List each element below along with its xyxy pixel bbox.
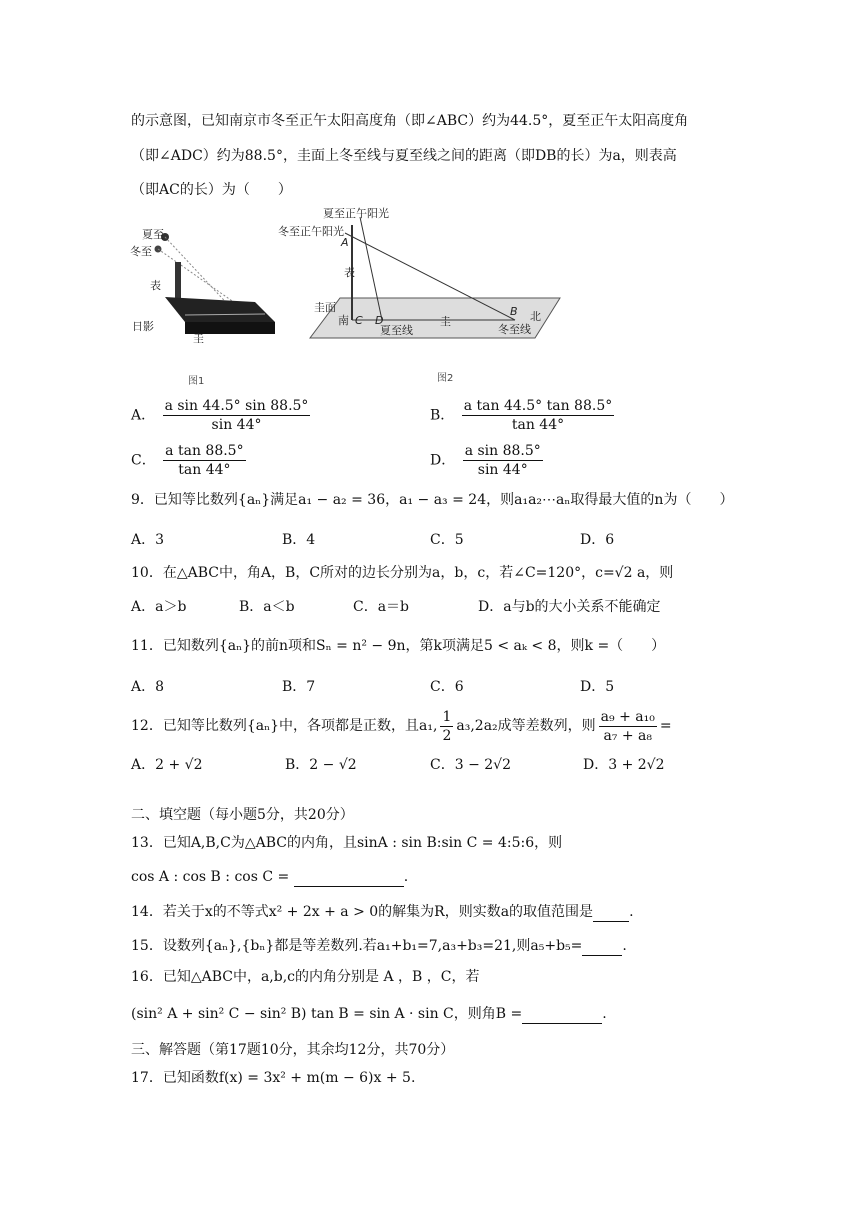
q13-line-1: 13．已知A,B,C为△ABC的内角，且sinA : sin B:sin C = 4:5:6，则	[131, 835, 563, 851]
fig2-label-xiazhi-light: 夏至正午阳光	[323, 207, 389, 220]
q16-answer-blank[interactable]	[522, 1009, 602, 1024]
q12-option-b[interactable]: B．2 − √2	[285, 757, 357, 773]
q8-b-num: a tan 44.5° tan 88.5°	[463, 398, 613, 414]
q8-a-den: sin 44°	[211, 417, 262, 433]
fig2-label-A: A	[341, 236, 349, 249]
q11-option-b[interactable]: B．7	[282, 679, 316, 695]
fig1-label-dongzhi: 冬至	[130, 245, 152, 258]
q9-option-d[interactable]: D．6	[580, 532, 615, 548]
q8-d-num: a sin 88.5°	[464, 443, 541, 459]
q8-option-b[interactable]: B． $\frac{\text{a tan 44.5° tan 88.5°}}{\tan 44^\circ}$	[430, 398, 613, 433]
fig2-label-B: B	[510, 305, 518, 318]
q14-line: 14．若关于x的不等式x² + 2x + a > 0的解集为R，则实数a的取值范围是 .	[131, 904, 634, 920]
q15-line: 15．设数列{aₙ},{bₙ}都是等差数列.若a₁+b₁=7,a₃+b₃=21,则a₅+b₅= .	[131, 938, 627, 954]
q8-a-num: a sin 44.5° sin 88.5°	[164, 398, 309, 414]
intro-line-1: 的示意图，已知南京市冬至正午太阳高度角（即∠ABC）约为44.5°，夏至正午太阳高度角	[131, 113, 689, 129]
q13-line-2: cos A : cos B : cos C = .	[131, 869, 409, 885]
q12-ratio-frac: $\frac{\text{a₉ + a₁₀}}{\text{a₇ + a₈}}$	[600, 708, 655, 744]
q10-stem: 10．在△ABC中，角A，B，C所对的边长分别为a，b，c，若∠C=120°，c=√2 a，则	[131, 565, 674, 581]
q8-option-c[interactable]: C． $\frac{\text{a tan 88.5°}}{\tan 44^\circ}$	[131, 443, 244, 478]
q17-stem: 17．已知函数f(x) = 3x² + m(m − 6)x + 5.	[131, 1070, 416, 1086]
q8-d-den: sin 44°	[477, 462, 528, 478]
fig1-caption: 图1	[188, 376, 205, 387]
section-2-heading: 二、填空题（每小题5分，共20分）	[131, 807, 354, 823]
q16-line-1: 16．已知△ABC中，a,b,c的内角分别是 A ，B ，C，若	[131, 969, 480, 985]
q9-option-a[interactable]: A．3	[131, 532, 165, 548]
q11-option-c[interactable]: C．6	[430, 679, 464, 695]
q8-b-den: tan 44°	[511, 417, 565, 433]
fig2-label-dongzhi-light: 冬至正午阳光	[278, 225, 344, 238]
fig1-label-gui: 圭	[193, 332, 204, 345]
section-3-heading: 三、解答题（第17题10分，其余均12分，共70分）	[131, 1042, 455, 1058]
q10-option-c[interactable]: C．a＝b	[353, 599, 410, 615]
q12-option-c[interactable]: C．3 − 2√2	[430, 757, 511, 773]
q13-answer-blank[interactable]	[294, 872, 404, 887]
q11-option-a[interactable]: A．8	[131, 679, 165, 695]
q12-half-frac: $\frac{1}{2}$	[442, 708, 452, 744]
q10-option-b[interactable]: B．a＜b	[239, 599, 295, 615]
intro-line-3: （即AC的长）为（ ）	[131, 182, 292, 198]
q8-c-num: a tan 88.5°	[165, 443, 244, 459]
intro-line-2: （即∠ADC）约为88.5°，圭面上冬至线与夏至线之间的距离（即DB的长）为a，则表高	[131, 148, 677, 164]
q12-option-a[interactable]: A．2 + √2	[131, 757, 203, 773]
fig2-label-dongzhixian: 冬至线	[498, 323, 531, 336]
q10-option-a[interactable]: A．a＞b	[131, 599, 187, 615]
fig2-label-nan: 南	[338, 314, 349, 327]
q11-option-d[interactable]: D．5	[580, 679, 615, 695]
q12-option-d[interactable]: D．3 + 2√2	[583, 757, 665, 773]
fig2-label-biao: 表	[344, 266, 355, 279]
q9-stem: 9．已知等比数列{aₙ}满足a₁ − a₂ = 36，a₁ − a₃ = 24，则a₁a₂⋯aₙ取得最大值的n为（ ）	[131, 492, 734, 508]
q8-option-a[interactable]: A． $\frac{\text{a sin 44.5° sin 88.5°}}{\sin 44^\circ}$	[131, 398, 309, 433]
fig2-label-guimian: 圭面	[314, 301, 336, 314]
fig2-label-C: C	[355, 314, 363, 327]
q12-stem: 12．已知等比数列{aₙ}中，各项都是正数，且a₁, $\frac{1}{2}$ a₃,2a₂成等差数列，则 $\frac{\text{a₉ + a₁₀}}{\text{a₇ + a₈}}$ =	[131, 708, 672, 744]
q9-option-b[interactable]: B．4	[282, 532, 316, 548]
q10-option-d[interactable]: D．a与b的大小关系不能确定	[478, 599, 661, 615]
q9-option-c[interactable]: C．5	[430, 532, 464, 548]
q11-stem: 11．已知数列{aₙ}的前n项和Sₙ = n² − 9n，第k项满足5 < aₖ < 8，则k =（ ）	[131, 638, 666, 654]
q8-c-den: tan 44°	[178, 462, 231, 478]
fig2-label-D: D	[375, 314, 384, 327]
fig2-label-xiazhixian: 夏至线	[380, 324, 413, 337]
fig1-label-riying: 日影	[132, 320, 154, 333]
q15-answer-blank[interactable]	[582, 941, 622, 956]
q16-line-2: (sin² A + sin² C − sin² B) tan B = sin A · sin C，则角B = .	[131, 1006, 607, 1022]
fig1-label-biao: 表	[150, 279, 161, 292]
fig2-caption: 图2	[437, 373, 454, 384]
fig1-label-xiazhi: 夏至	[142, 228, 164, 241]
fig2-label-gui: 圭	[440, 315, 451, 328]
fig2-label-bei: 北	[530, 310, 541, 323]
q8-option-d[interactable]: D． $\frac{\text{a sin 88.5°}}{\sin 44^\circ}$	[430, 443, 541, 478]
q14-answer-blank[interactable]	[593, 907, 629, 922]
